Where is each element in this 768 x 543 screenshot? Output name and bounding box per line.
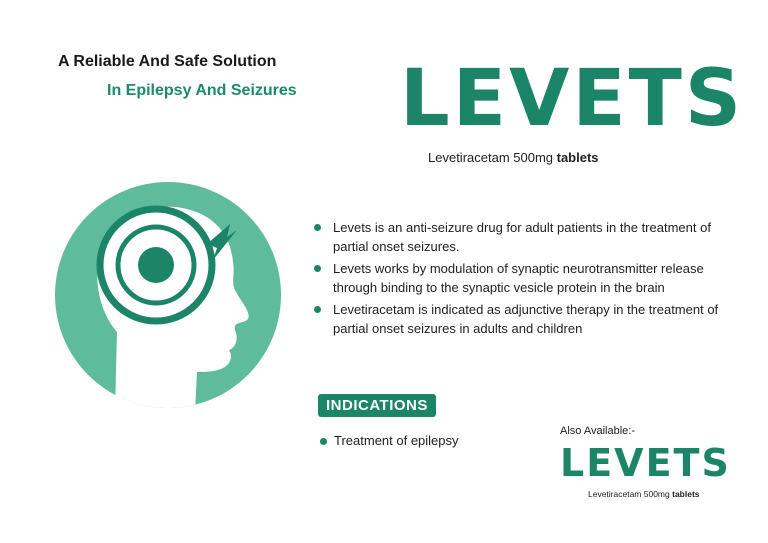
indications-heading: INDICATIONS: [318, 394, 436, 417]
bullet-icon: [314, 224, 321, 231]
also-available-label: Also Available:-: [560, 425, 636, 437]
indication-item: Treatment of epilepsy: [320, 433, 459, 448]
dosage-form: tablets: [556, 150, 599, 165]
feature-list: [312, 218, 737, 341]
generic-dose: Levetiracetam 500mg: [428, 150, 557, 165]
tagline-line-1: A Reliable And Safe Solution: [58, 53, 277, 70]
brand-subtitle: [428, 150, 599, 165]
list-item: Levetiracetam is indicated as adjunctive therapy in the treatment of partial onset seizures in adults and children: [312, 300, 737, 338]
list-item: Levets works by modulation of synaptic neurotransmitter release through binding to the synaptic vesicle protein in the brain: [312, 259, 737, 297]
list-item: Levets is an anti-seizure drug for adult patients in the treatment of partial onset seizures.: [312, 218, 737, 256]
brand-logo: LEVETS: [400, 54, 745, 144]
bullet-icon: [314, 306, 321, 313]
also-available-logo: LEVETS: [560, 441, 731, 485]
generic-dose: Levetiracetam 500mg: [588, 489, 673, 499]
tagline-line-2: In Epilepsy And Seizures: [107, 82, 297, 99]
also-available-subtitle: [588, 489, 700, 499]
head-seizure-icon: [55, 182, 281, 408]
dosage-form: tablets: [672, 489, 700, 499]
bullet-icon: [314, 265, 321, 272]
bullet-icon: [320, 438, 327, 445]
